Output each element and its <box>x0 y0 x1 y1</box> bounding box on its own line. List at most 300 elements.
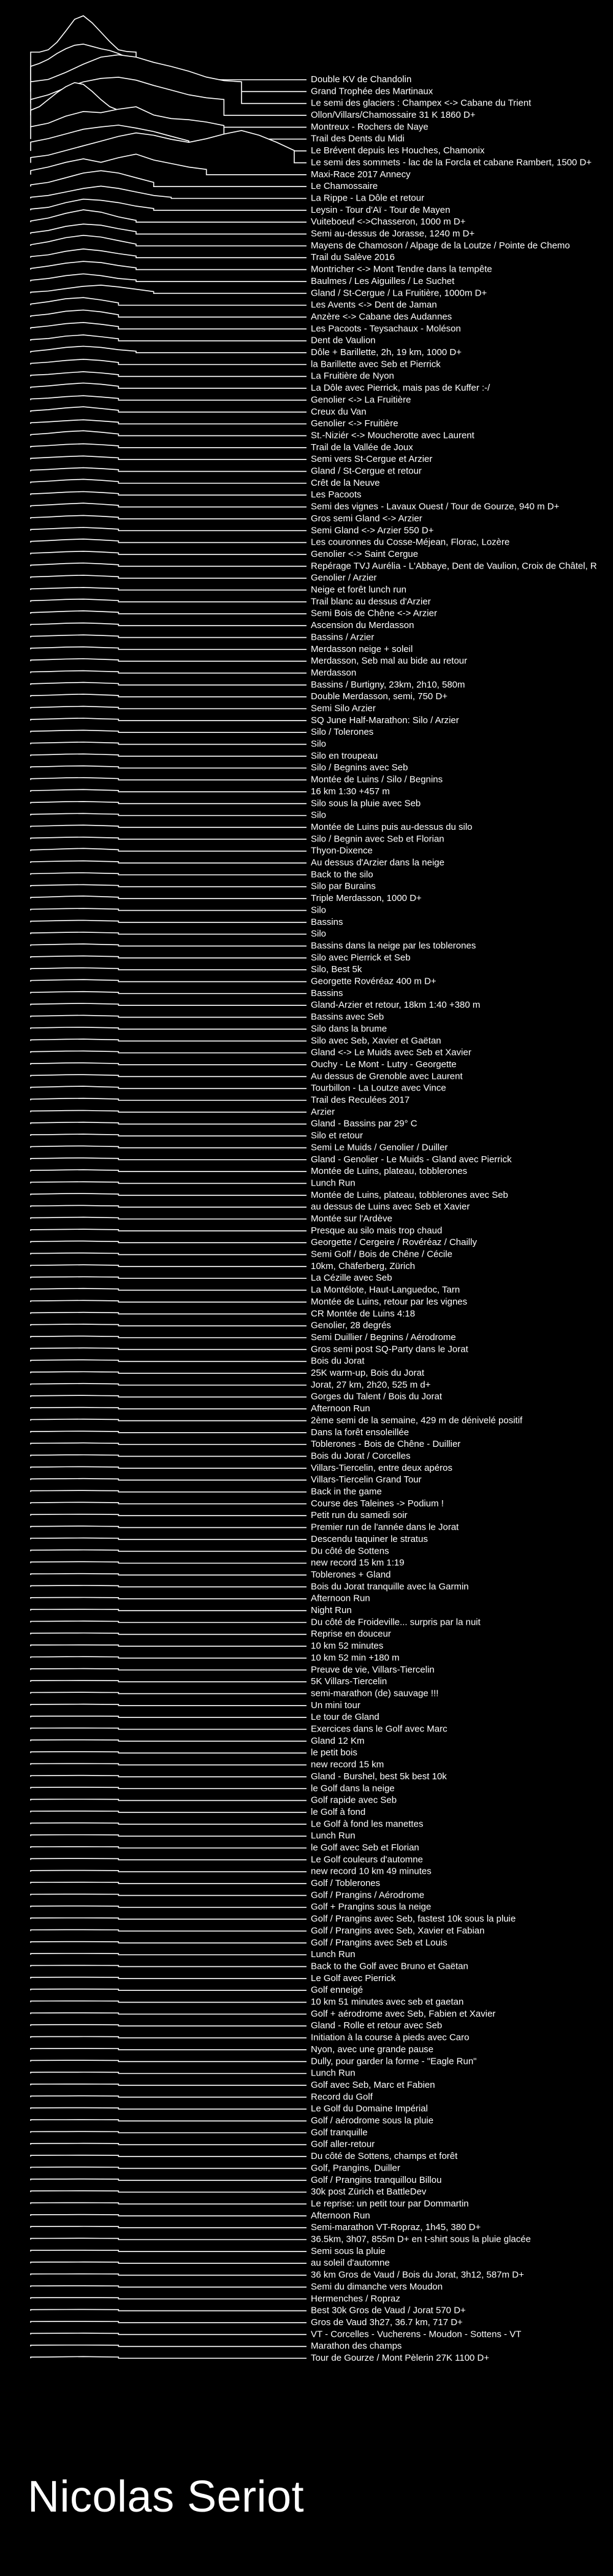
ridge-row <box>31 285 487 298</box>
run-label: Gland / St-Cergue / La Fruitière, 1000m D+ <box>311 288 487 299</box>
ridge-row <box>31 1641 383 1651</box>
ridge-row <box>31 1321 391 1331</box>
run-label: La Dôle avec Pierrick, mais pas de Kuffer :-/ <box>311 383 490 394</box>
run-label: Du côté de Sottens, champs et forêt <box>311 2151 458 2162</box>
ridge-row <box>31 1665 435 1675</box>
ridge-row <box>31 1214 392 1224</box>
ridge-row <box>31 1498 444 1509</box>
run-label: le Golf à fond <box>311 1806 366 1817</box>
run-label: Gland / St-Cergue et retour <box>311 466 422 477</box>
ridge-row <box>31 1415 523 1425</box>
ridge-row <box>31 525 434 535</box>
run-label: Silo avec Pierrick et Seb <box>311 952 411 963</box>
ridge-row <box>31 1083 446 1094</box>
ridge-row <box>31 786 390 797</box>
run-label: Petit run du samedi soir <box>311 1510 408 1521</box>
run-label: Georgette / Cergeire / Rovéréaz / Chailly <box>311 1237 477 1248</box>
run-label: Reprise en douceur <box>311 1628 391 1639</box>
run-label: Semi sous la pluie <box>311 2245 386 2256</box>
run-label: Silo avec Seb, Xavier et Gaëtan <box>311 1035 441 1046</box>
ridge-row <box>31 988 343 999</box>
run-label: Merdasson neige + soleil <box>311 643 413 654</box>
ridge-row <box>31 596 431 607</box>
run-label: Montricher <-> Mont Tendre dans la tempête <box>311 264 492 275</box>
run-label: Gros semi post SQ-Party dans le Jorat <box>311 1344 468 1355</box>
run-label: 10 km 51 minutes avec seb et gaetan <box>311 1996 464 2007</box>
run-label: Golf avec Seb, Marc et Fabien <box>311 2079 435 2090</box>
run-label: Genolier <-> La Fruitière <box>311 394 411 405</box>
ridge-row <box>31 1534 428 1544</box>
ridge-row <box>31 976 436 987</box>
ridge-row <box>31 2258 390 2268</box>
ridge-row <box>31 680 465 690</box>
run-label: Gros de Vaud 3h27, 36.7 km, 717 D+ <box>311 2317 463 2328</box>
ridge-row <box>31 1095 409 1105</box>
ridge-row <box>31 953 411 963</box>
run-label: Golf rapide avec Seb <box>311 1795 397 1806</box>
run-label: Semi Bois de Chêne <-> Arzier <box>311 608 437 619</box>
run-label: Bassins avec Seb <box>311 1011 384 1022</box>
run-label: Silo <box>311 738 327 749</box>
run-label: La Montélote, Haut-Languedoc, Tarn <box>311 1284 460 1295</box>
run-label: 10km, Chäferberg, Zürich <box>311 1260 416 1271</box>
ridge-row <box>31 1474 422 1485</box>
ridge-row <box>31 1356 365 1367</box>
ridge-row <box>31 632 374 642</box>
ridge-row <box>31 846 373 856</box>
run-label: Golf tranquille <box>311 2127 368 2138</box>
run-label: Lunch Run <box>311 1949 356 1960</box>
ridge-fill <box>31 186 306 199</box>
ridge-row <box>31 1617 481 1627</box>
run-label: Marathon des champs <box>311 2340 402 2352</box>
run-label: Semi Golf / Bois de Chêne / Cécile <box>311 1249 452 1260</box>
run-label: Bassins / Burtigny, 23km, 2h10, 580m <box>311 679 465 690</box>
ridge-row <box>31 1522 459 1533</box>
run-label: SQ June Half-Marathon: Silo / Arzier <box>311 715 459 726</box>
ridge-row <box>31 1142 447 1152</box>
run-label: la Barillette avec Seb et Pierrick <box>311 359 441 370</box>
run-label: Golf / Prangins avec Seb, Xavier et Fabian <box>311 1925 485 1936</box>
run-label: Merdasson, Seb mal au bide au retour <box>311 656 468 667</box>
run-label: Le Golf du Domaine Impérial <box>311 2103 428 2114</box>
ridge-row <box>31 727 373 737</box>
run-label: Trail des Dents du Midi <box>311 133 405 144</box>
ridge-row <box>31 2044 433 2055</box>
run-label: 36 km Gros de Vaud / Bois du Jorat, 3h12, 587m D+ <box>311 2269 524 2280</box>
run-label: Les Pacoots - Teysachaux - Moléson <box>311 323 461 334</box>
ridge-row <box>31 1771 447 1782</box>
run-label: Golf + aérodrome avec Seb, Fabien et Xavier <box>311 2008 496 2019</box>
ridge-row <box>31 371 394 381</box>
ridge-row <box>31 1487 382 1497</box>
run-label: Grand Trophée des Martinaux <box>311 86 433 97</box>
ridge-row <box>31 1297 467 1307</box>
ridge-row <box>31 1570 391 1580</box>
run-label: Gland - Burshel, best 5k best 10k <box>311 1771 447 1782</box>
run-label: Gland 12 Km <box>311 1735 365 1746</box>
ridge-row <box>31 274 455 286</box>
ridge-row <box>31 656 467 666</box>
run-label: Du côté de Froideville... surpris par la nuit <box>311 1617 481 1628</box>
ridge-row <box>31 929 326 939</box>
ridge-row <box>31 261 492 274</box>
run-label: au dessus de Luins avec Seb et Xavier <box>311 1202 470 1213</box>
run-label: 2ème semi de la semaine, 429 m de dénivelé positif <box>311 1415 523 1426</box>
run-label: Montée de Luins puis au-dessus du silo <box>311 821 473 832</box>
ridge-row <box>31 1024 387 1034</box>
ridge-row <box>31 2198 469 2209</box>
ridge-row <box>31 822 473 832</box>
run-label: La Rippe - La Dôle et retour <box>311 193 425 204</box>
ridge-row <box>31 502 560 512</box>
ridge-row <box>31 620 414 631</box>
run-label: Au dessus de Grenoble avec Laurent <box>311 1071 463 1082</box>
run-label: Silo / Begnin avec Seb et Florian <box>311 834 444 845</box>
run-label: Crêt de la Neuve <box>311 477 380 488</box>
ridge-row <box>31 608 437 619</box>
ridge-row <box>31 1439 460 1449</box>
ridge-row <box>31 1392 443 1402</box>
run-label: Bassins / Arzier <box>311 632 375 643</box>
ridge-row <box>31 2234 531 2245</box>
ridge-row <box>31 1166 467 1176</box>
run-label: Triple Merdasson, 1000 D+ <box>311 893 422 904</box>
ridge-row <box>31 1546 389 1556</box>
run-label: Exercices dans le Golf avec Marc <box>311 1723 447 1735</box>
run-label: Record du Golf <box>311 2091 373 2103</box>
run-label: Genolier, 28 degrés <box>311 1320 391 1331</box>
ridge-row <box>31 703 376 713</box>
run-label: au soleil d'automne <box>311 2258 390 2269</box>
run-label: Gland <-> Le Muids avec Seb et Xavier <box>311 1047 471 1058</box>
run-label: Ascension du Merdasson <box>311 620 414 631</box>
run-label: Creux du Van <box>311 406 367 417</box>
ridge-row <box>31 1403 370 1414</box>
ridge-row <box>31 1724 447 1735</box>
run-label: Gorges du Talent / Bois du Jorat <box>311 1391 443 1402</box>
ridge-row <box>31 1427 409 1438</box>
run-label: Merdasson <box>311 667 357 678</box>
ridge-row <box>31 1048 471 1058</box>
run-label: Montée sur l'Ardève <box>311 1213 392 1224</box>
ridge-row <box>31 2151 458 2161</box>
ridge-row <box>31 1012 384 1022</box>
run-label: 10 km 52 minutes <box>311 1641 384 1652</box>
ridge-row <box>31 1237 477 1248</box>
ridge-row <box>31 1747 357 1758</box>
ridge-row <box>31 1925 484 1936</box>
run-label: le Golf dans la neige <box>311 1783 395 1794</box>
run-label: Tour de Gourze / Mont Pèlerin 27K 1100 D+ <box>311 2353 490 2363</box>
run-label: Presque au silo mais trop chaud <box>311 1225 443 1236</box>
ridge-row <box>31 1795 397 1806</box>
run-label: Mayens de Chamoson / Alpage de la Loutze / Pointe de Chemo <box>311 240 570 251</box>
ridge-row <box>31 1760 384 1770</box>
run-label: Back in the game <box>311 1486 382 1497</box>
ridge-row <box>31 347 462 358</box>
ridge-row <box>31 1652 400 1663</box>
ridge-row <box>31 418 398 429</box>
ridge-row <box>31 964 362 975</box>
run-label: Afternoon Run <box>311 1403 370 1414</box>
ridge-row <box>31 310 452 322</box>
ridge-row <box>31 751 378 761</box>
run-label: Silo / Begnins avec Seb <box>311 762 408 773</box>
ridge-row <box>31 893 422 903</box>
run-label: Leysin - Tour d'Aï - Tour de Mayen <box>311 204 451 215</box>
ridge-row <box>31 1308 415 1319</box>
ridge-row <box>31 1878 380 1888</box>
ridge-row <box>31 1379 431 1390</box>
run-label: Montée de Luins, plateau, tobblerones avec Seb <box>311 1189 508 1200</box>
run-label: Golf + Prangins sous la neige <box>311 1901 432 1912</box>
ridge-row <box>31 2270 524 2280</box>
run-label: Le Golf à fond les manettes <box>311 1819 424 1830</box>
ridge-row <box>31 2293 400 2304</box>
run-label: new record 10 km 49 minutes <box>311 1866 432 1877</box>
run-label: Le Brévent depuis les Houches, Chamonix <box>311 145 485 156</box>
ridge-row <box>31 857 444 868</box>
run-label: Maxi-Race 2017 Annecy <box>311 169 411 180</box>
ridge-row <box>31 1949 356 1960</box>
ridge-row <box>31 1807 365 1817</box>
run-label: new record 15 km 1:19 <box>311 1557 405 1568</box>
ridge-row <box>31 1261 415 1271</box>
ridge-row <box>31 1700 360 1711</box>
ridge-row <box>31 1688 438 1698</box>
run-label: Les Avents <-> Dent de Jaman <box>311 299 437 310</box>
ridge-row <box>31 1035 441 1046</box>
ridge-row <box>31 1071 463 1081</box>
run-label: Double Merdasson, semi, 750 D+ <box>311 691 448 702</box>
ridge-row <box>31 834 444 844</box>
run-label: Georgette Rovéréaz 400 m D+ <box>311 976 436 987</box>
ridge-row <box>31 236 570 251</box>
run-label: Semi vers St-Cergue et Arzier <box>311 454 433 465</box>
run-label: Dully, pour garder la forme - "Eagle Run" <box>311 2056 477 2067</box>
run-label: Villars-Tiercelin Grand Tour <box>311 1474 422 1485</box>
run-label: Golf / Prangins / Aérodrome <box>311 1890 425 1901</box>
run-label: Baulmes / Les Aiguilles / Le Suchet <box>311 275 455 286</box>
run-label: Dans la forêt ensoleillée <box>311 1427 409 1438</box>
ridge-row <box>31 798 421 808</box>
ridge-row <box>31 1961 468 1971</box>
run-label: semi-marathon (de) sauvage !!! <box>311 1688 439 1699</box>
ridge-row <box>31 2329 521 2339</box>
ridge-row <box>31 1273 392 1283</box>
run-label: Silo par Burains <box>311 881 376 892</box>
ridge-row <box>31 2068 356 2079</box>
run-label: Semi-marathon VT-Ropraz, 1h45, 380 D+ <box>311 2222 481 2233</box>
run-label: Gland - Rolle et retour avec Seb <box>311 2020 443 2031</box>
run-label: Gland - Genolier - Le Muids - Gland avec Pierrick <box>311 1154 512 1165</box>
ridge-row <box>31 466 422 477</box>
run-label: 16 km 1:30 +457 m <box>311 786 390 797</box>
ridge-row <box>31 1119 417 1129</box>
run-label: Lunch Run <box>311 2068 356 2079</box>
run-label: Montée de Luins, retour par les vignes <box>311 1296 468 1307</box>
run-label: Golf enneigé <box>311 1985 364 1996</box>
run-label: Ouchy - Le Mont - Lutry - Georgette <box>311 1059 457 1070</box>
run-label: Toblerones + Gland <box>311 1569 391 1580</box>
run-label: Semi au-dessus de Jorasse, 1240 m D+ <box>311 228 475 239</box>
run-label: Trail des Reculées 2017 <box>311 1095 410 1106</box>
run-label: Jorat, 27 km, 2h20, 525 m d+ <box>311 1379 431 1390</box>
ridge-row <box>31 442 413 453</box>
run-label: Le Golf avec Pierrick <box>311 1972 396 1984</box>
ridge-row <box>31 1451 411 1461</box>
run-label: Trail blanc au dessus d'Arzier <box>311 596 431 607</box>
run-label: Repérage TVJ Aurélia - L'Abbaye, Dent de Vaulion, Croix de Châtel, R <box>311 561 597 572</box>
run-label: Semi des vignes - Lavaux Ouest / Tour de Gourze, 940 m D+ <box>311 501 560 512</box>
ridge-row <box>31 2127 368 2137</box>
ridge-row <box>31 1059 457 1070</box>
run-label: Silo, Best 5k <box>311 964 362 975</box>
run-label: Anzère <-> Cabane des Audannes <box>311 311 452 322</box>
run-label: Montée de Luins / Silo / Begnins <box>311 774 443 785</box>
ridge-row <box>31 454 432 464</box>
run-label: VT - Corcelles - Vucherens - Moudon - Sottens - VT <box>311 2329 522 2340</box>
run-label: Lunch Run <box>311 1178 356 1189</box>
ridge-row <box>31 297 437 310</box>
run-label: 30k post Zürich et BattleDev <box>311 2187 427 2198</box>
run-label: Double KV de Chandolin <box>311 74 412 85</box>
ridge-row <box>31 249 395 263</box>
ridge-row <box>31 383 490 393</box>
run-label: Golf aller-retour <box>311 2139 375 2150</box>
run-label: Gros semi Gland <-> Arzier <box>311 513 422 524</box>
run-label: le Golf avec Seb et Florian <box>311 1842 419 1853</box>
run-label: new record 15 km <box>311 1759 384 1770</box>
ridge-row <box>31 1593 370 1604</box>
run-label: Bassins <box>311 987 343 999</box>
run-label: St.-Niziér <-> Moucherotte avec Laurent <box>311 430 474 441</box>
run-label: Nyon, avec une grande pause <box>311 2044 434 2055</box>
run-label: Course des Taleines -> Podium ! <box>311 1498 444 1509</box>
ridge-row <box>31 869 373 880</box>
ridge-row <box>31 1130 363 1141</box>
run-label: Golf / Prangins avec Seb, fastest 10k sous la pluie <box>311 1914 516 1925</box>
run-label: Tourbillon - La Loutze avec Vince <box>311 1083 446 1094</box>
run-label: Le semi des sommets - lac de la Forcla et cabane Rambert, 1500 D+ <box>311 157 592 168</box>
run-label: Dent de Vaulion <box>311 335 376 346</box>
ridge-row <box>31 561 597 571</box>
ridge-row <box>31 1154 512 1165</box>
run-label: le petit bois <box>311 1747 357 1758</box>
ridge-row <box>31 667 356 678</box>
ridge-row <box>31 644 413 654</box>
run-label: Trail du Salève 2016 <box>311 252 395 263</box>
run-label: Gland-Arzier et retour, 18km 1:40 +380 m <box>311 1000 481 1011</box>
ridge-row <box>31 489 362 500</box>
run-label: Silo <box>311 905 327 916</box>
run-label: Silo <box>311 810 327 821</box>
run-label: Montreux - Rochers de Naye <box>311 121 428 132</box>
run-label: 10 km 52 min +180 m <box>311 1652 400 1663</box>
run-label: Silo sous la pluie avec Seb <box>311 798 421 809</box>
ridge-row <box>31 2104 428 2114</box>
run-label: Un mini tour <box>311 1700 360 1711</box>
run-label: Trail de la Vallée de Joux <box>311 442 413 453</box>
run-label: Semi Gland <-> Arzier 550 D+ <box>311 525 434 536</box>
run-label: Semi Le Muids / Genolier / Duiller <box>311 1142 448 1153</box>
ridge-row <box>31 2020 442 2031</box>
ridge-row <box>31 2282 443 2292</box>
ridge-row <box>31 573 377 583</box>
ridge-row <box>31 1344 469 1354</box>
run-label: 25K warm-up, Bois du Jorat <box>311 1368 425 1379</box>
ridge-row <box>31 940 476 951</box>
run-label: Golf / Prangins tranquillou Billou <box>311 2174 442 2185</box>
author-name: Nicolas Seriot <box>28 2472 305 2521</box>
ridge-row <box>31 1819 423 1829</box>
run-label: Vuiteboeuf <->Chasseron, 1000 m D+ <box>311 217 466 228</box>
run-label: Semi Silo Arzier <box>311 703 376 714</box>
run-label: Neige et forêt lunch run <box>311 585 406 596</box>
run-label: Villars-Tiercelin, entre deux apéros <box>311 1462 452 1473</box>
run-label: Bassins dans la neige par les toblerones <box>311 940 476 951</box>
run-label: Silo / Tolerones <box>311 727 374 738</box>
run-label: Genolier <-> Saint Cergue <box>311 548 419 559</box>
ridge-row <box>31 1842 419 1853</box>
run-label: Genolier / Arzier <box>311 572 377 583</box>
run-label: Thyon-Dixence <box>311 845 373 856</box>
run-label: Back to the silo <box>311 869 373 880</box>
run-label: Au dessus d'Arzier dans la neige <box>311 857 444 868</box>
run-label: Dôle + Barillette, 2h, 19 km, 1000 D+ <box>311 347 462 358</box>
run-label: Bois du Jorat tranquille avec la Garmin <box>311 1581 469 1592</box>
run-label: Silo <box>311 929 327 940</box>
run-label: Afternoon Run <box>311 2210 370 2221</box>
run-label: Le Golf couleurs d'automne <box>311 1854 423 1865</box>
ridge-row <box>31 810 326 821</box>
ridge-row <box>31 2353 489 2363</box>
ridge-row <box>31 2306 466 2316</box>
run-label: Du côté de Sottens <box>311 1546 389 1557</box>
ridge-row <box>31 513 422 524</box>
ridge-row <box>31 1178 356 1188</box>
ridge-row <box>31 323 461 334</box>
run-label: Lunch Run <box>311 1830 356 1841</box>
ridge-row <box>31 2175 441 2185</box>
ridge-row <box>31 1190 508 1200</box>
ridge-row <box>31 1225 442 1236</box>
ridge-row <box>31 881 376 892</box>
ridge-row <box>31 2341 402 2352</box>
run-label: Initiation à la course à pieds avec Caro <box>311 2032 470 2043</box>
ridge-row <box>31 2033 469 2043</box>
ridge-row <box>31 1581 469 1592</box>
ridge-row <box>31 775 443 785</box>
ridge-row <box>31 1736 365 1746</box>
ridge-row <box>31 1783 395 1793</box>
run-label: Night Run <box>311 1605 352 1616</box>
run-label: Silo et retour <box>311 1130 364 1141</box>
ridge-row <box>31 1854 423 1865</box>
run-label: Le tour de Gland <box>311 1712 379 1723</box>
ridge-row <box>31 762 408 773</box>
ridge-row <box>31 1902 431 1912</box>
ridge-row <box>31 917 343 927</box>
run-label: Toblerones - Bois de Chêne - Duillier <box>311 1439 461 1450</box>
ridge-row <box>31 1558 405 1568</box>
ridge-row <box>31 2115 433 2126</box>
ridge-row <box>31 2139 375 2150</box>
run-label: Semi Duillier / Begnins / Aérodrome <box>311 1332 456 1343</box>
run-label: Semi du dimanche vers Moudon <box>311 2281 443 2292</box>
run-label: Les couronnes du Cosse-Méjean, Florac, Lozère <box>311 537 510 548</box>
